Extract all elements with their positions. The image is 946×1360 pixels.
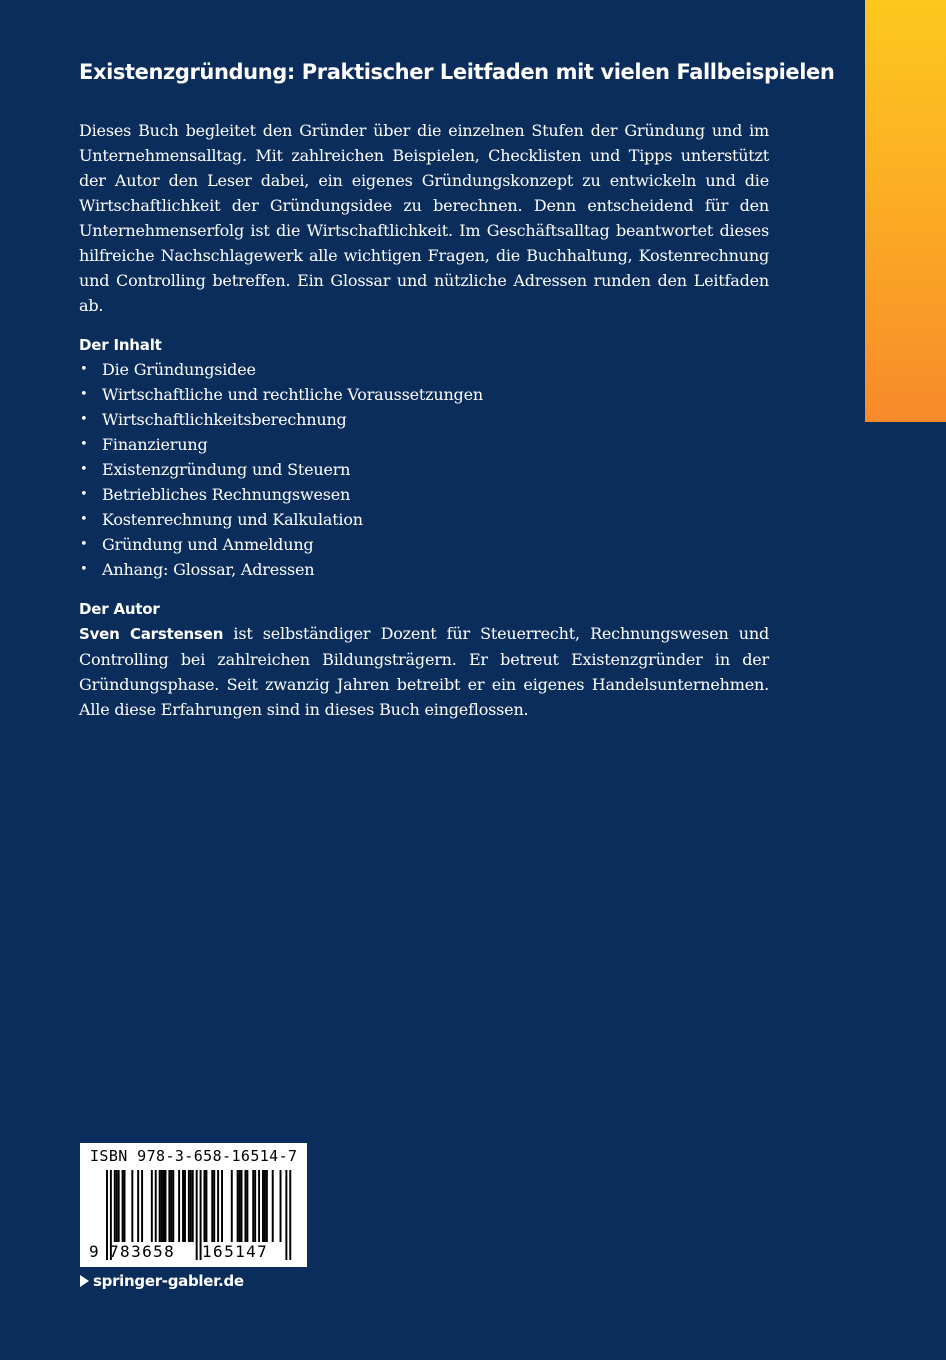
- barcode-bar: [163, 1170, 165, 1242]
- barcode-bar: [165, 1170, 167, 1242]
- list-item: • Gründung und Anmeldung: [79, 532, 769, 557]
- barcode-bar: [264, 1170, 266, 1242]
- barcode-bar: [258, 1170, 260, 1242]
- barcode-digit-first: 9: [89, 1242, 99, 1261]
- author-bio-text: ist selbständiger Dozent für Steuerrecht, Rechnungswesen und Controlling bei zahlreichen Bildungsträgern. Er betreut Existenzgründer in der Gründungsphase. Seit zwanzig Jahren betreibt er ein eigenes Handelsunternehmen. Alle diese Erfahrungen sind in dieses Buch eingeflossen.: [79, 624, 769, 719]
- barcode-bar: [266, 1170, 268, 1242]
- barcode-bar: [239, 1170, 241, 1242]
- barcode-bar: [246, 1170, 248, 1242]
- barcode-bar: [272, 1170, 274, 1242]
- list-item: • Kostenrechnung und Kalkulation: [79, 507, 769, 532]
- barcode-bar: [137, 1170, 139, 1242]
- list-item: • Finanzierung: [79, 432, 769, 457]
- barcode-bar: [159, 1170, 161, 1242]
- contents-list: [79, 357, 769, 582]
- barcode-bar: [252, 1170, 254, 1242]
- barcode-bar: [262, 1170, 264, 1242]
- barcode-bar: [106, 1170, 108, 1260]
- author-bio: [79, 621, 769, 722]
- barcode-bar: [244, 1170, 246, 1242]
- list-item: • Die Gründungsidee: [79, 357, 769, 382]
- back-cover-content: [79, 60, 835, 722]
- list-item: • Anhang: Glossar, Adressen: [79, 557, 769, 582]
- isbn-label: ISBN 978-3-658-16514-7: [90, 1147, 298, 1165]
- barcode-bar: [155, 1170, 157, 1242]
- barcode-bar: [285, 1170, 287, 1260]
- barcode-bar: [241, 1170, 243, 1242]
- barcode-digits-right: 165147: [202, 1242, 269, 1261]
- barcode-bar: [170, 1170, 172, 1242]
- barcode-bar: [188, 1170, 190, 1242]
- barcode-bar: [254, 1170, 256, 1242]
- barcode-bar: [213, 1170, 215, 1242]
- barcode-bar: [124, 1170, 126, 1242]
- contents-heading: Der Inhalt: [79, 336, 162, 354]
- list-item: • Existenzgründung und Steuern: [79, 457, 769, 482]
- barcode-bar: [131, 1170, 133, 1242]
- publisher-link[interactable]: [80, 1272, 244, 1290]
- barcode-bar: [211, 1170, 213, 1242]
- barcode-bar: [172, 1170, 174, 1242]
- barcode-bar: [231, 1170, 233, 1242]
- barcode-bar: [237, 1170, 239, 1242]
- barcode-bar: [116, 1170, 118, 1242]
- barcode-bar: [190, 1170, 192, 1242]
- barcode-digits-left: 783658: [109, 1242, 176, 1261]
- barcode-bar: [205, 1170, 207, 1242]
- barcode-bar: [204, 1170, 206, 1242]
- barcode-bar: [114, 1170, 116, 1242]
- isbn-barcode: [80, 1143, 307, 1267]
- accent-color-bar: [865, 0, 946, 422]
- author-name: Sven Carstensen: [79, 625, 224, 643]
- barcode-bar: [184, 1170, 186, 1242]
- barcode-bar: [217, 1170, 219, 1242]
- barcode-bar: [118, 1170, 120, 1242]
- publisher-url: springer-gabler.de: [93, 1272, 244, 1290]
- barcode-bar: [182, 1170, 184, 1242]
- barcode-bar: [178, 1170, 180, 1242]
- barcode-bar: [192, 1170, 194, 1242]
- list-item: • Wirtschaftliche und rechtliche Voraussetzungen: [79, 382, 769, 407]
- barcode-bar: [196, 1170, 198, 1260]
- barcode-bar: [168, 1170, 170, 1242]
- barcode-bar: [151, 1170, 153, 1242]
- list-item: • Betriebliches Rechnungswesen: [79, 482, 769, 507]
- list-item: • Wirtschaftlichkeitsberechnung: [79, 407, 769, 432]
- barcode-bar: [122, 1170, 124, 1242]
- book-description: Dieses Buch begleitet den Gründer über die einzelnen Stufen der Gründung und im Unternehmensalltag. Mit zahlreichen Beispielen, Checklisten und Tipps unterstützt der Autor den Leser dabei, ein eigenes Gründungskonzept zu entwickeln und die Wirtschaftlichkeit der Gründungsidee zu berechnen. Denn entscheidend für den Unternehmenserfolg ist die Wirtschaftlichkeit. Im Geschäftsalltag beantwortet dieses hilfreiche Nachschlagewerk alle wichtigen Fragen, die Buchhaltung, Kostenrechnung und Controlling betreffen. Ein Glossar und nützliche Adressen runden den Leitfaden ab.: [79, 121, 769, 315]
- barcode-bar: [280, 1170, 282, 1242]
- barcode-bar: [141, 1170, 143, 1242]
- book-title: Existenzgründung: Praktischer Leitfaden mit vielen Fallbeispielen: [79, 60, 835, 84]
- author-heading: Der Autor: [79, 600, 160, 618]
- barcode-bar: [289, 1170, 291, 1260]
- play-arrow-icon: [80, 1275, 89, 1287]
- barcode-bar: [161, 1170, 163, 1242]
- barcode-bar: [221, 1170, 223, 1242]
